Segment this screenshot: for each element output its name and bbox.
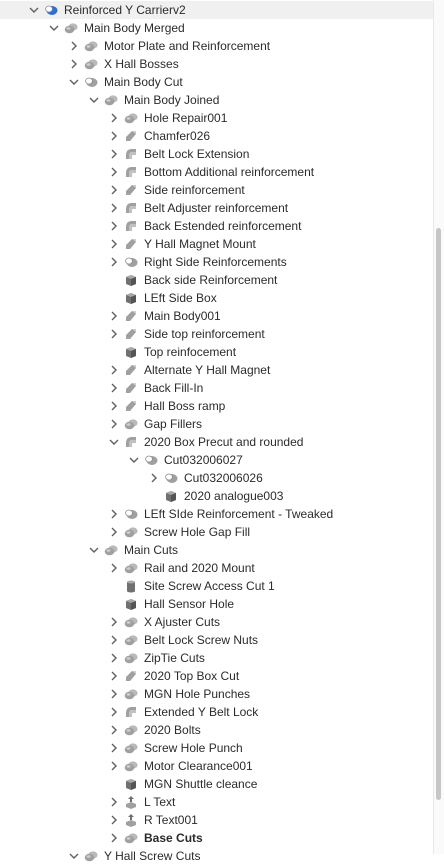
tree-row[interactable] bbox=[0, 811, 433, 829]
tree-item-label: Y Hall Screw Cuts bbox=[104, 849, 201, 863]
tree-item-label: Right Side Reinforcements bbox=[144, 255, 287, 269]
merge-icon bbox=[104, 93, 118, 107]
tree-item-label: R Text001 bbox=[144, 813, 198, 827]
chevron-down-icon[interactable] bbox=[68, 850, 80, 862]
merge-icon bbox=[124, 525, 138, 539]
tree-item-label: Main Body Joined bbox=[124, 93, 220, 107]
tree-item-label: Chamfer026 bbox=[144, 129, 211, 143]
tree-row[interactable] bbox=[0, 109, 433, 127]
tree-row[interactable] bbox=[0, 577, 433, 595]
tree-item-label: Hall Sensor Hole bbox=[144, 597, 235, 611]
tree-row[interactable] bbox=[0, 559, 433, 577]
tree-row[interactable] bbox=[0, 721, 433, 739]
chevron-right-icon[interactable] bbox=[108, 148, 120, 160]
box-icon bbox=[124, 345, 138, 359]
chevron-down-icon[interactable] bbox=[88, 544, 100, 556]
chevron-right-icon[interactable] bbox=[108, 238, 120, 250]
tree-item-label: Screw Hole Punch bbox=[144, 741, 243, 755]
tree-row[interactable] bbox=[0, 253, 433, 271]
tree-row[interactable] bbox=[0, 289, 433, 307]
tree-row[interactable] bbox=[0, 523, 433, 541]
tree-row[interactable] bbox=[0, 19, 433, 37]
merge-icon bbox=[104, 543, 118, 557]
chevron-right-icon[interactable] bbox=[108, 508, 120, 520]
chamfer-icon bbox=[124, 327, 138, 341]
chamfer-icon bbox=[124, 237, 138, 251]
chevron-right-icon[interactable] bbox=[108, 256, 120, 268]
tree-item-label: Back side Reinforcement bbox=[144, 273, 278, 287]
box-icon bbox=[164, 489, 178, 503]
tree-item-label: Hall Boss ramp bbox=[144, 399, 226, 413]
chamfer-icon bbox=[124, 183, 138, 197]
chevron-right-icon[interactable] bbox=[108, 382, 120, 394]
tree-row[interactable] bbox=[0, 775, 433, 793]
tree-row[interactable] bbox=[0, 613, 433, 631]
tree-item-label: Site Screw Access Cut 1 bbox=[144, 579, 275, 593]
tree-row[interactable] bbox=[0, 199, 433, 217]
tree-item-label: Main Cuts bbox=[124, 543, 179, 557]
merge-icon bbox=[124, 741, 138, 755]
tree-row[interactable] bbox=[0, 73, 433, 91]
scrollbar-thumb[interactable] bbox=[436, 228, 441, 800]
tree-item-label: Motor Clearance001 bbox=[144, 759, 253, 773]
tree-item-label: Hole Repair001 bbox=[144, 111, 228, 125]
chamfer-icon bbox=[124, 399, 138, 413]
tree-row[interactable] bbox=[0, 145, 433, 163]
chevron-right-icon[interactable] bbox=[68, 40, 80, 52]
tree-item-label: Belt Lock Screw Nuts bbox=[144, 633, 259, 647]
tree-item-label: Bottom Additional reinforcement bbox=[144, 165, 315, 179]
tree-row[interactable] bbox=[0, 829, 433, 847]
chevron-down-icon[interactable] bbox=[68, 76, 80, 88]
tree-item-label: Belt Adjuster reinforcement bbox=[144, 201, 289, 215]
chevron-right-icon[interactable] bbox=[108, 202, 120, 214]
tree-item-label: Rail and 2020 Mount bbox=[144, 561, 255, 575]
tree-item-label: LEft Side Box bbox=[144, 291, 217, 305]
cylinder-icon bbox=[124, 579, 138, 593]
tree-row[interactable] bbox=[0, 379, 433, 397]
tree-item-label: L Text bbox=[144, 795, 176, 809]
box-icon bbox=[124, 273, 138, 287]
chamfer-icon bbox=[124, 363, 138, 377]
chevron-right-icon[interactable] bbox=[108, 220, 120, 232]
tree-row[interactable] bbox=[0, 397, 433, 415]
cut-icon bbox=[144, 453, 158, 467]
chevron-right-icon[interactable] bbox=[108, 742, 120, 754]
merge-icon bbox=[124, 723, 138, 737]
tree-item-label: Screw Hole Gap Fill bbox=[144, 525, 251, 539]
tree-row[interactable] bbox=[0, 343, 433, 361]
tree-item-label: 2020 Top Box Cut bbox=[144, 669, 240, 683]
tree-row[interactable] bbox=[0, 685, 433, 703]
merge-icon bbox=[124, 759, 138, 773]
chevron-right-icon[interactable] bbox=[108, 688, 120, 700]
chevron-right-icon[interactable] bbox=[108, 130, 120, 142]
tree-row[interactable] bbox=[0, 487, 433, 505]
tree-item-label: Base Cuts bbox=[144, 831, 203, 845]
merge-icon bbox=[124, 687, 138, 701]
fillet-icon bbox=[124, 435, 138, 449]
fillet-icon bbox=[124, 165, 138, 179]
tree-item-label: Back Estended reinforcement bbox=[144, 219, 302, 233]
chevron-right-icon[interactable] bbox=[108, 706, 120, 718]
merge-icon bbox=[84, 849, 98, 863]
tree-row[interactable] bbox=[0, 541, 433, 559]
tree-item-label: 2020 analogue003 bbox=[184, 489, 284, 503]
tree-item-label: Side top reinforcement bbox=[144, 327, 265, 341]
tree-item-label: Main Body001 bbox=[144, 309, 221, 323]
fillet-icon bbox=[124, 147, 138, 161]
tree-row[interactable] bbox=[0, 469, 433, 487]
chevron-right-icon[interactable] bbox=[108, 112, 120, 124]
extrude-icon bbox=[124, 795, 138, 809]
tree-row[interactable] bbox=[0, 595, 433, 613]
box-icon bbox=[124, 777, 138, 791]
chevron-right-icon[interactable] bbox=[108, 832, 120, 844]
merge-icon bbox=[124, 111, 138, 125]
chevron-right-icon[interactable] bbox=[108, 796, 120, 808]
fillet-icon bbox=[124, 201, 138, 215]
tree-item-label: Side reinforcement bbox=[144, 183, 245, 197]
tree-row[interactable] bbox=[0, 217, 433, 235]
tree-item-label: Main Body Cut bbox=[104, 75, 183, 89]
chamfer-icon bbox=[124, 309, 138, 323]
cut-icon bbox=[164, 471, 178, 485]
fillet-icon bbox=[124, 705, 138, 719]
tree-item-label: Alternate Y Hall Magnet bbox=[144, 363, 271, 377]
tree-item-label: X Hall Bosses bbox=[104, 57, 179, 71]
chevron-right-icon[interactable] bbox=[108, 562, 120, 574]
tree-row[interactable] bbox=[0, 163, 433, 181]
tree-row[interactable] bbox=[0, 703, 433, 721]
tree-row[interactable] bbox=[0, 235, 433, 253]
tree-item-label: 2020 Bolts bbox=[144, 723, 201, 737]
tree-row[interactable] bbox=[0, 271, 433, 289]
vertical-scrollbar[interactable] bbox=[433, 0, 444, 854]
tree-item-label: Reinforced Y Carrierv2 bbox=[64, 3, 186, 17]
merge-icon bbox=[84, 57, 98, 71]
tree-row[interactable] bbox=[0, 649, 433, 667]
box-icon bbox=[124, 597, 138, 611]
merge-icon bbox=[124, 651, 138, 665]
tree-item-label: LEft SIde Reinforcement - Tweaked bbox=[144, 507, 334, 521]
tree-row[interactable] bbox=[0, 361, 433, 379]
tree-row[interactable] bbox=[0, 793, 433, 811]
chamfer-icon bbox=[124, 381, 138, 395]
tree-row[interactable] bbox=[0, 667, 433, 685]
chevron-right-icon[interactable] bbox=[68, 58, 80, 70]
chevron-right-icon[interactable] bbox=[108, 652, 120, 664]
tree-row[interactable] bbox=[0, 415, 433, 433]
tree-row[interactable] bbox=[0, 1, 433, 19]
tree-item-label: 2020 Box Precut and rounded bbox=[144, 435, 304, 449]
tree-row[interactable] bbox=[0, 55, 433, 73]
chevron-right-icon[interactable] bbox=[108, 670, 120, 682]
tree-item-label: MGN Hole Punches bbox=[144, 687, 251, 701]
tree-item-label: ZipTie Cuts bbox=[144, 651, 205, 665]
chevron-down-icon[interactable] bbox=[88, 94, 100, 106]
chevron-right-icon[interactable] bbox=[108, 166, 120, 178]
chamfer-icon bbox=[124, 129, 138, 143]
merge-icon bbox=[124, 831, 138, 845]
chevron-right-icon[interactable] bbox=[148, 472, 160, 484]
cut-icon bbox=[124, 507, 138, 521]
tree-row[interactable] bbox=[0, 127, 433, 145]
part-blue-icon bbox=[44, 3, 58, 17]
chevron-right-icon[interactable] bbox=[108, 526, 120, 538]
tree-item-label: Main Body Merged bbox=[84, 21, 185, 35]
tree-item-label: Belt Lock Extension bbox=[144, 147, 250, 161]
tree-row[interactable] bbox=[0, 757, 433, 775]
tree-item-label: Top reinfocement bbox=[144, 345, 237, 359]
chevron-right-icon[interactable] bbox=[108, 724, 120, 736]
chevron-right-icon[interactable] bbox=[108, 328, 120, 340]
chevron-right-icon[interactable] bbox=[108, 364, 120, 376]
extrude-icon bbox=[124, 813, 138, 827]
fillet-icon bbox=[124, 219, 138, 233]
chevron-right-icon[interactable] bbox=[108, 634, 120, 646]
tree-row[interactable] bbox=[0, 307, 433, 325]
tree-item-label: Gap Fillers bbox=[144, 417, 203, 431]
tree-item-label: Back Fill-In bbox=[144, 381, 204, 395]
chevron-down-icon[interactable] bbox=[108, 436, 120, 448]
tree-row[interactable] bbox=[0, 451, 433, 469]
merge-icon bbox=[124, 633, 138, 647]
chevron-down-icon[interactable] bbox=[48, 22, 60, 34]
chevron-right-icon[interactable] bbox=[108, 760, 120, 772]
chamfer-icon bbox=[124, 669, 138, 683]
tree-row[interactable] bbox=[0, 325, 433, 343]
merge-icon bbox=[124, 615, 138, 629]
chevron-right-icon[interactable] bbox=[108, 814, 120, 826]
merge-icon bbox=[64, 21, 78, 35]
chevron-right-icon[interactable] bbox=[108, 184, 120, 196]
tree-item-label: MGN Shuttle cleance bbox=[144, 777, 258, 791]
cut-icon bbox=[124, 255, 138, 269]
chevron-down-icon[interactable] bbox=[128, 454, 140, 466]
merge-icon bbox=[124, 561, 138, 575]
tree-item-label: Cut032006026 bbox=[184, 471, 263, 485]
chevron-right-icon[interactable] bbox=[108, 310, 120, 322]
box-icon bbox=[124, 291, 138, 305]
tree-row[interactable] bbox=[0, 181, 433, 199]
cut-icon bbox=[84, 75, 98, 89]
tree-item-label: Y Hall Magnet Mount bbox=[144, 237, 256, 251]
tree-item-label: Motor Plate and Reinforcement bbox=[104, 39, 271, 53]
chevron-down-icon[interactable] bbox=[28, 4, 40, 16]
tree-item-label: Extended Y Belt Lock bbox=[144, 705, 259, 719]
tree-item-label: Cut032006027 bbox=[164, 453, 243, 467]
tree-row[interactable] bbox=[0, 739, 433, 757]
tree-row[interactable] bbox=[0, 91, 433, 109]
tree-row[interactable] bbox=[0, 433, 433, 451]
tree-item-label: X Ajuster Cuts bbox=[144, 615, 221, 629]
tree-row[interactable] bbox=[0, 631, 433, 649]
chevron-right-icon[interactable] bbox=[108, 400, 120, 412]
tree-row[interactable] bbox=[0, 37, 433, 55]
chevron-right-icon[interactable] bbox=[108, 616, 120, 628]
tree-row[interactable] bbox=[0, 847, 433, 865]
tree-row[interactable] bbox=[0, 505, 433, 523]
chevron-right-icon[interactable] bbox=[108, 418, 120, 430]
merge-icon bbox=[84, 39, 98, 53]
merge-icon bbox=[124, 417, 138, 431]
